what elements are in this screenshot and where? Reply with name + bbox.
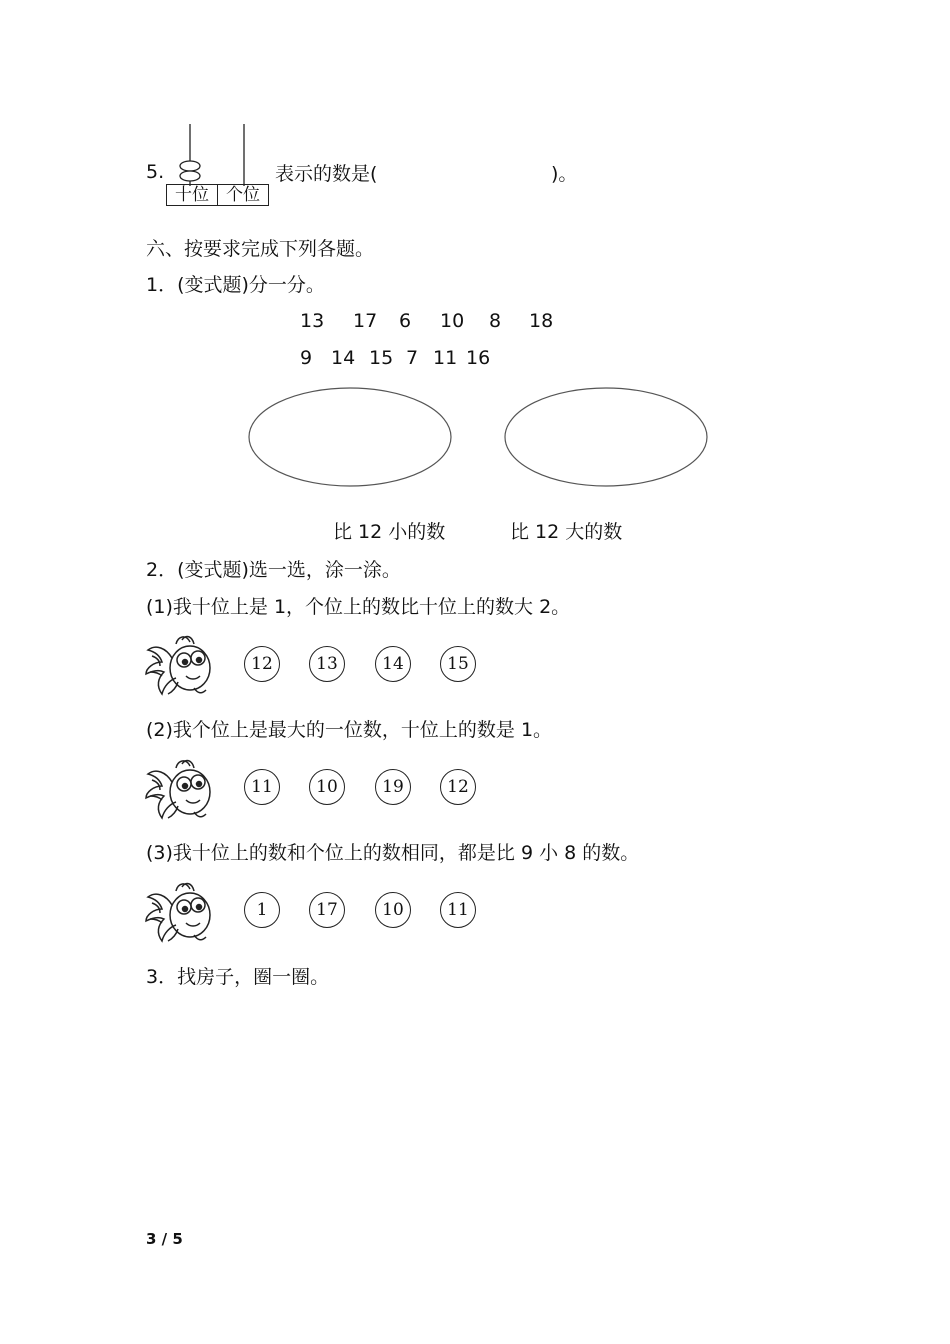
number-item: 13 [300, 310, 325, 332]
number-item: 7 [406, 347, 419, 369]
number-row-2 [300, 346, 490, 370]
option-circle[interactable]: 1 [244, 892, 280, 928]
goldfish-icon [142, 628, 218, 698]
number-item: 14 [331, 347, 356, 369]
number-item: 16 [466, 347, 491, 369]
label-greater-than-12: 比 12 大的数 [510, 521, 623, 543]
question-2-part-2-text: (2)我个位上是最大的一位数，十位上的数是 1。 [146, 719, 553, 741]
option-circle[interactable]: 15 [440, 646, 476, 682]
tens-label: 十位 [166, 184, 218, 206]
option-circle[interactable]: 11 [244, 769, 280, 805]
number-item: 17 [353, 310, 378, 332]
option-circle[interactable]: 13 [309, 646, 345, 682]
goldfish-icon [142, 752, 218, 822]
number-item: 11 [433, 347, 458, 369]
number-item: 15 [369, 347, 394, 369]
question-2-part-3-text: (3)我十位上的数和个位上的数相同，都是比 9 小 8 的数。 [146, 842, 640, 864]
option-circle[interactable]: 10 [309, 769, 345, 805]
question-1-title: 1．(变式题)分一分。 [146, 274, 325, 296]
sorting-ovals [246, 384, 712, 490]
number-item: 9 [300, 347, 313, 369]
oval-less-than-12 [249, 388, 451, 486]
number-item: 6 [399, 310, 412, 332]
option-circle[interactable]: 12 [440, 769, 476, 805]
number-item: 18 [529, 310, 554, 332]
question-2-part-1-text: (1)我十位上是 1，个位上的数比十位上的数大 2。 [146, 596, 571, 618]
abacus-icon [164, 122, 270, 210]
goldfish-icon [142, 875, 218, 945]
option-circle[interactable]: 17 [309, 892, 345, 928]
option-circle[interactable]: 14 [375, 646, 411, 682]
option-circle[interactable]: 19 [375, 769, 411, 805]
page-number: 3 / 5 [146, 1230, 183, 1248]
number-item: 8 [489, 310, 502, 332]
option-circle[interactable]: 10 [375, 892, 411, 928]
label-less-than-12: 比 12 小的数 [333, 521, 446, 543]
option-circle[interactable]: 12 [244, 646, 280, 682]
question-5-closing: )。 [551, 163, 578, 185]
question-3-title: 3．找房子，圈一圈。 [146, 966, 330, 988]
number-row-1 [300, 309, 553, 333]
oval-greater-than-12 [505, 388, 707, 486]
number-item: 10 [440, 310, 465, 332]
question-5-number: 5. [146, 161, 165, 183]
question-5-text: 表示的数是( [275, 163, 378, 185]
section-6-title: 六、按要求完成下列各题。 [146, 238, 375, 260]
option-circle[interactable]: 11 [440, 892, 476, 928]
ones-label: 个位 [217, 184, 269, 206]
question-2-title: 2．(变式题)选一选，涂一涂。 [146, 559, 401, 581]
